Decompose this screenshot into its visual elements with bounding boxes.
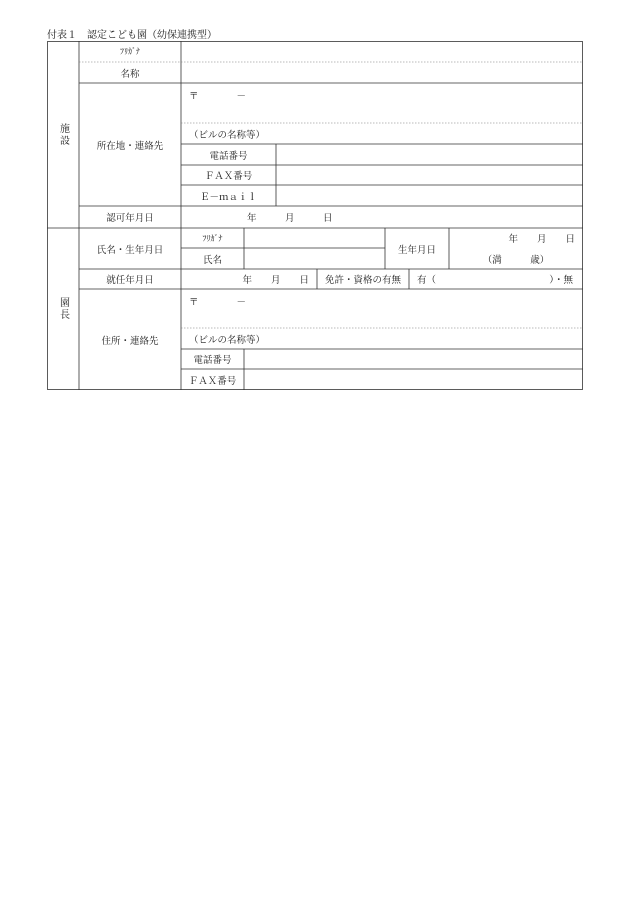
facility-address-label: 所在地・連絡先: [96, 140, 164, 152]
facility-postal-field[interactable]: 〒 －: [189, 91, 247, 102]
facility-phone-label: 電話番号: [209, 150, 248, 162]
facility-fax-label: ＦＡＸ番号: [204, 171, 253, 182]
approval-date-label: 認可年月日: [106, 213, 154, 224]
license-no-text: ）・無: [549, 275, 573, 286]
director-birthdate-label: 生年月日: [397, 244, 436, 256]
facility-furigana-field[interactable]: [181, 41, 583, 62]
appointment-date-field[interactable]: 年 月 日: [242, 275, 309, 286]
director-phone-label: 電話番号: [193, 355, 232, 366]
director-address-label: 住所・連絡先: [101, 335, 159, 347]
director-birthdate-field[interactable]: 年 月 日: [508, 234, 575, 245]
form-title: 付表１ 認定こども園（幼保連携型）: [47, 30, 217, 41]
facility-furigana-label: ﾌﾘｶﾞﾅ: [120, 47, 140, 56]
director-name-field[interactable]: [244, 248, 385, 269]
director-phone-field[interactable]: [244, 349, 583, 369]
director-furigana-label: ﾌﾘｶﾞﾅ: [202, 233, 223, 243]
facility-name-field[interactable]: [181, 62, 583, 83]
facility-section-label: 施設: [57, 122, 69, 147]
director-age-field[interactable]: （満 歳）: [482, 254, 550, 266]
director-fax-label: ＦＡＸ番号: [188, 375, 237, 387]
license-field[interactable]: [409, 269, 583, 289]
license-yes-text: 有（: [417, 275, 437, 286]
director-name-birth-label: 氏名・生年月日: [96, 244, 164, 256]
director-section-label: 園長: [57, 297, 69, 321]
approval-date-field[interactable]: 年 月 日: [247, 213, 333, 224]
director-name-label: 氏名: [202, 254, 222, 266]
facility-phone-field[interactable]: [276, 144, 583, 165]
director-building-field[interactable]: （ビルの名称等）: [189, 334, 266, 346]
director-postal-field[interactable]: 〒 －: [189, 297, 247, 308]
facility-building-field[interactable]: （ビルの名称等）: [189, 129, 266, 141]
facility-email-label: Ｅ－ｍａｉｌ: [199, 191, 257, 203]
facility-email-field[interactable]: [276, 185, 583, 206]
director-fax-field[interactable]: [244, 369, 583, 390]
director-furigana-field[interactable]: [244, 228, 385, 248]
facility-name-label: 名称: [120, 68, 140, 80]
facility-fax-field[interactable]: [276, 165, 583, 185]
application-form-table: [47, 41, 583, 390]
license-label: 免許・資格の有無: [324, 275, 401, 286]
appointment-date-label: 就任年月日: [106, 275, 154, 286]
